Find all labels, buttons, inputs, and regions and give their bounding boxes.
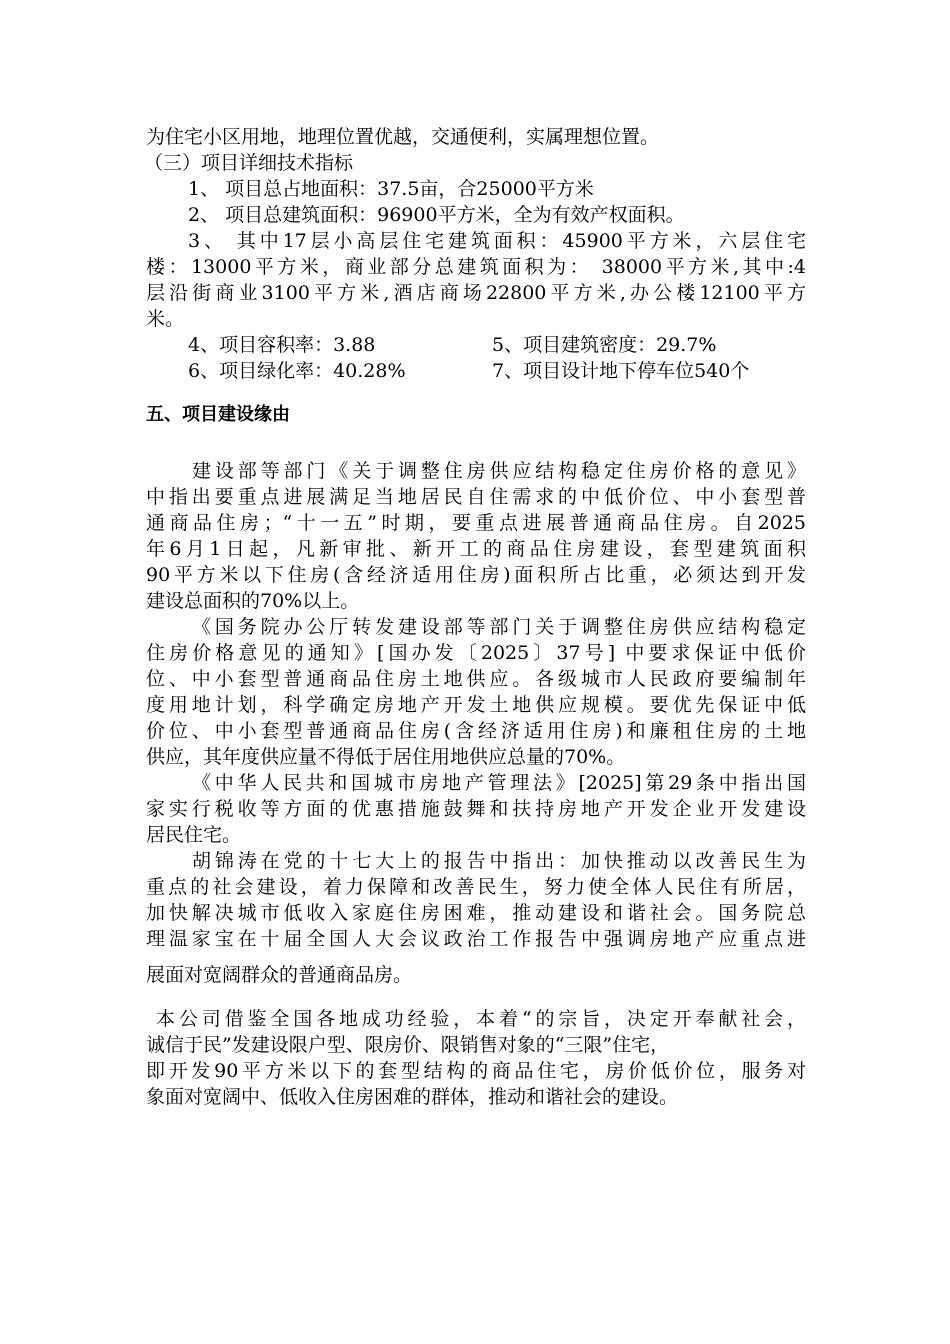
spec-item-5: 5、项目建筑密度：29.7% [492, 334, 717, 356]
para-line: 家实行税收等方面的优惠措施鼓舞和扶持房地产开发企业开发建设 [146, 798, 806, 820]
spec-item-2: 2、 项目总建筑面积：96900平方米，全为有效产权面积。 [188, 204, 685, 226]
para-line: 中指出要重点进展满足当地居民自住需求的中低价位、中小套型普 [146, 486, 806, 508]
para-line: 度用地计划，科学确定房地产开发土地供应规模。要优先保证中低 [146, 694, 806, 716]
para-line: 即开发90平方米以下的套型结构的商品住宅，房价低价位，服务对 [146, 1060, 806, 1082]
para-line: 加快解决城市低收入家庭住房困难，推动建设和谐社会。国务院总 [146, 902, 806, 924]
para-line: 理温家宝在十届全国人大会议政治工作报告中强调房地产应重点进 [146, 928, 806, 950]
para-line: 年6月1日起，凡新审批、新开工的商品住房建设，套型建筑面积 [146, 538, 806, 560]
para-line: 胡锦涛在党的十七大上的报告中指出：加快推动以改善民生为 [192, 850, 806, 872]
para-line: 价位、中小套型普通商品住房(含经济适用住房)和廉租住房的土地 [146, 720, 806, 742]
intro-line: 为住宅小区用地，地理位置优越，交通便利，实属理想位置。 [146, 126, 660, 148]
spec-item-6: 6、项目绿化率：40.28% [188, 360, 406, 382]
section5-heading: 五、项目建设缘由 [146, 404, 290, 425]
section3-title: （三）项目详细技术指标 [144, 152, 354, 174]
spec-item-3-cont: 楼：13000平方米，商业部分总建筑面积为： 38000平方米,其中:4 [146, 256, 806, 278]
para-line: 通商品住房；“十一五”时期，要重点进展普通商品住房。自2025 [146, 512, 806, 534]
spec-item-7: 7、项目设计地下停车位540个 [492, 360, 750, 382]
spec-item-1: 1、 项目总占地面积：37.5亩，合25000平方米 [188, 178, 594, 200]
para-line: 展面对宽阔群众的普通商品房。 [146, 964, 413, 986]
para-line: 住房价格意见的通知》[国办发〔2025〕37号] 中要求保证中低价 [146, 642, 806, 664]
para-line: 《国务院办公厅转发建设部等部门关于调整住房供应结构稳定 [192, 616, 806, 638]
spec-item-3-cont: 米。 [146, 308, 185, 330]
para-line: 本公司借鉴全国各地成功经验，本着“的宗旨，决定开奉献社会， [156, 1008, 806, 1030]
para-line: 居民住宅。 [146, 824, 242, 846]
spec-item-3-cont: 层沿街商业3100平方米,酒店商场22800平方米,办公楼12100平方 [146, 282, 806, 304]
para-line: 诚信于民”发建设限户型、限房价、限销售对象的“三限”住宅， [146, 1034, 670, 1056]
spec-item-4: 4、项目容积率：3.88 [188, 334, 376, 356]
spec-item-3: 3、 其中17层小高层住宅建筑面积：45900平方米，六层住宅 [188, 230, 806, 252]
para-line: 90平方米以下住房(含经济适用住房)面积所占比重，必须达到开发 [146, 564, 806, 586]
para-line: 《中华人民共和国城市房地产管理法》[2025]第29条中指出国 [192, 772, 806, 794]
para-line: 建设部等部门《关于调整住房供应结构稳定住房价格的意见》 [192, 460, 806, 482]
para-line: 供应，其年度供应量不得低于居住用地供应总量的70%。 [146, 746, 626, 768]
para-line: 象面对宽阔中、低收入住房困难的群体，推动和谐社会的建设。 [146, 1086, 679, 1108]
para-line: 建设总面积的70%以上。 [146, 590, 360, 612]
para-line: 位、中小套型普通商品住房土地供应。各级城市人民政府要编制年 [146, 668, 806, 690]
para-line: 重点的社会建设，着力保障和改善民生，努力使全体人民住有所居， [146, 876, 806, 898]
